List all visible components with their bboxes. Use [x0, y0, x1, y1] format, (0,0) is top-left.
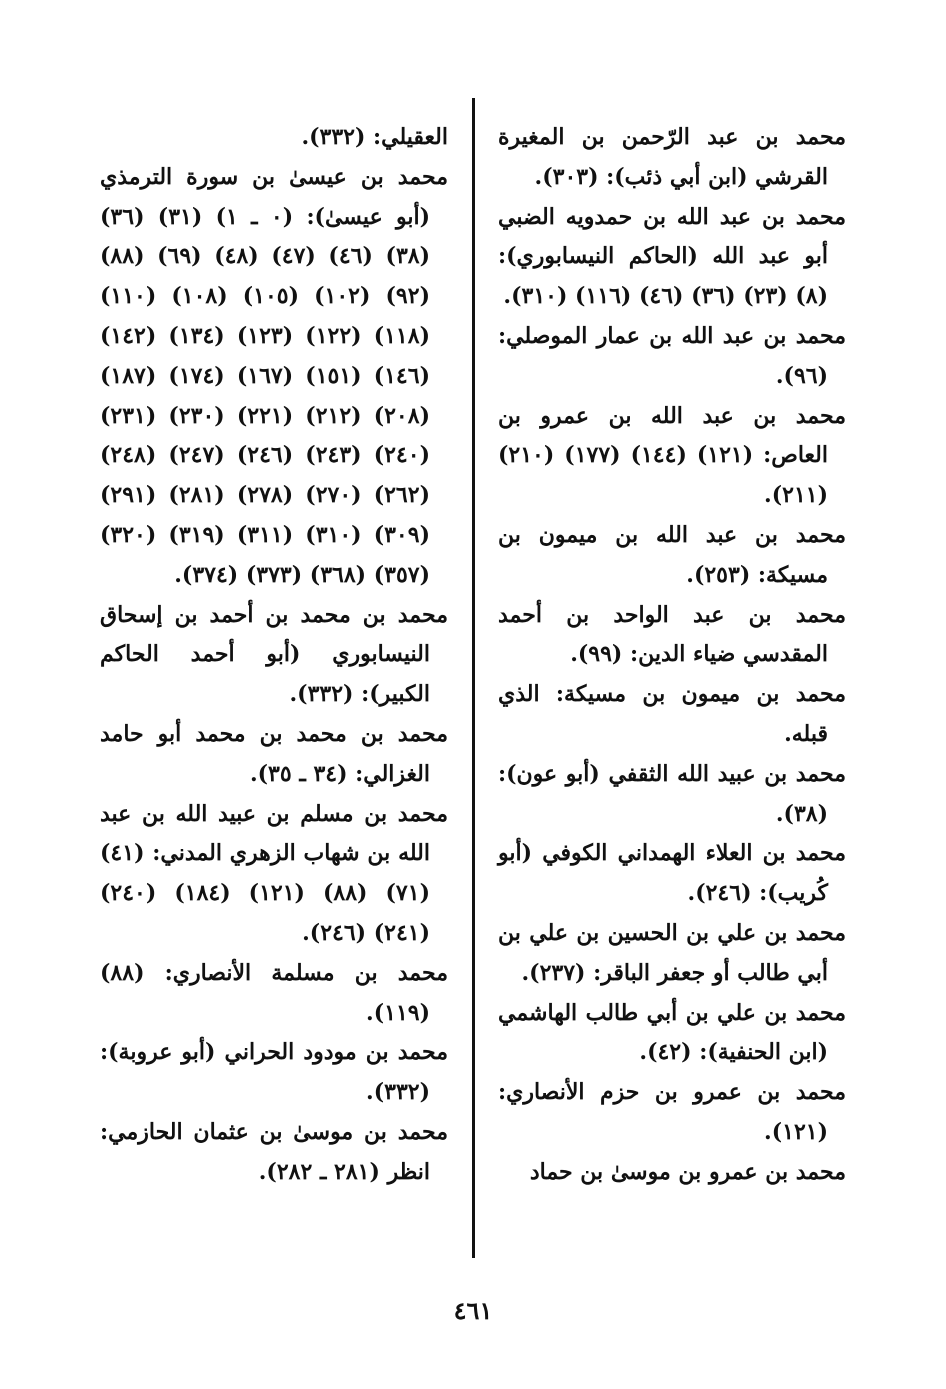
index-entry: محمد بن عبد الواحد بن أحمد المقدسي ضياء الدين: (٩٩). [498, 601, 846, 668]
right-column [498, 118, 846, 1193]
index-entry: محمد بن علي بن الحسين بن علي بن أبي طالب أو جعفر الباقر: (٢٣٧). [498, 919, 846, 986]
index-entry: محمد بن عمرو بن حزم الأنصاري: (١٢١). [498, 1079, 846, 1145]
index-entry: محمد بن ميمون بن مسيكة: الذي قبله. [498, 681, 846, 747]
index-entry: محمد بن مسلمة الأنصاري: (٨٨) (١١٩). [100, 959, 448, 1026]
left-column [100, 118, 448, 1193]
index-entry: محمد بن عيسىٰ بن سورة الترمذي (أبو عيسىٰ): (٠ ـ ١) (٣١) (٣٦) (٣٨) (٤٦) (٤٧) (٤٨) (٦٩) (٨٨) (٩٢) (١٠٢) (١٠٥) (١٠٨) (١١٠) (١١٨) (١٢٢) (١٢٣) (١٣٤) (١٤٢) (١٤٦) (١٥١) (١٦٧) (١٧٤) (١٨٧) (٢٠٨) (٢١٢) (٢٢١) (٢٣٠) (٢٣١) (٢٤٠) (٢٤٣) (٢٤٦) (٢٤٧) (٢٤٨) (٢٦٢) (٢٧٠) (٢٧٨) (٢٨١) (٢٩١) (٣٠٩) (٣١٠) (٣١١) (٣١٩) (٣٢٠) (٣٥٧) (٣٦٨) (٣٧٣) (٣٧٤). [100, 163, 448, 588]
column-divider [472, 98, 475, 1258]
index-entry: محمد بن علي بن أبي طالب الهاشمي (ابن الحنفية): (٤٢). [498, 999, 846, 1066]
page-number: ٤٦١ [453, 1296, 493, 1325]
index-entry: محمد بن مسلم بن عبيد الله بن عبد الله بن شهاب الزهري المدني: (٤١) (٧١) (٨٨) (١٢١) (١٨٤) (٢٤٠) (٢٤١) (٢٤٦). [100, 800, 448, 946]
index-entry: محمد بن مودود الحراني (أبو عروبة): (٣٣٢). [100, 1039, 448, 1106]
index-entry: محمد بن عبيد الله الثقفي (أبو عون): (٣٨). [498, 760, 846, 827]
index-entry: محمد بن عبد الله بن حمدويه الضبي أبو عبد الله (الحاكم النيسابوري): (٨) (٢٣) (٣٦) (٤٦) (١١٦) (٣١٠). [498, 203, 846, 310]
index-entry: العقيلي: (٣٣٢). [301, 124, 448, 150]
index-entry: محمد بن العلاء الهمداني الكوفي (أبو كُريب): (٢٤٦). [498, 840, 846, 907]
index-entry: محمد بن عبد الله بن عمار الموصلي: (٩٦). [498, 322, 846, 389]
index-entry: محمد بن محمد بن أحمد بن إسحاق النيسابوري (أبو أحمد الحاكم الكبير): (٣٣٢). [100, 601, 448, 708]
index-entry: محمد بن عبد الله بن ميمون بن مسيكة: (٢٥٣). [498, 521, 846, 588]
index-entry: محمد بن عبد الله بن عمرو بن العاص: (١٢١) (١٤٤) (١٧٧) (٢١٠) (٢١١). [498, 402, 846, 509]
index-entry: محمد بن محمد بن محمد أبو حامد الغزالي: (٣٤ ـ ٣٥). [100, 720, 448, 787]
index-entry: محمد بن عمرو بن موسىٰ بن حماد [529, 1158, 846, 1185]
index-entry: محمد بن موسىٰ بن عثمان الحازمي: انظر (٢٨١ ـ ٢٨٢). [100, 1118, 448, 1185]
index-entry: محمد بن عبد الرّحمن بن المغيرة القرشي (ابن أبي ذئب): (٣٠٣). [498, 124, 846, 190]
